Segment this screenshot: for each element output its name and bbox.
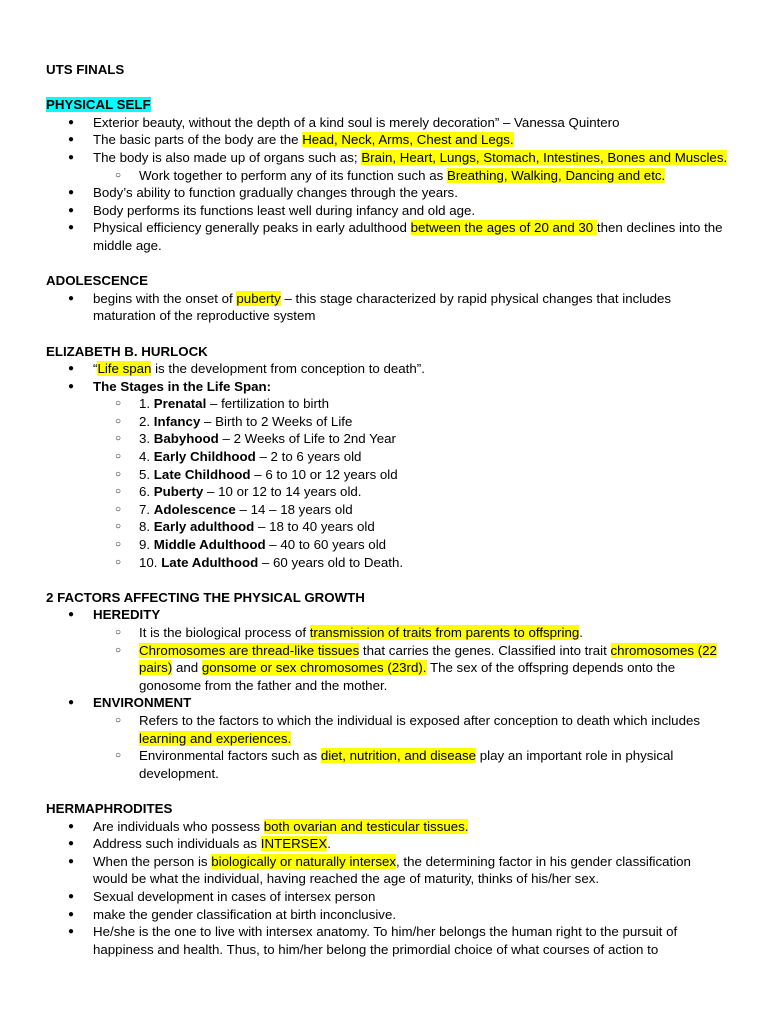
- list-item: ● The body is also made up of organs such as; Brain, Heart, Lungs, Stomach, Intestines, Bones and Muscles. ○ Work together to perform any of its function such as Breathing, Walking, Dancing and etc.: [46, 149, 728, 184]
- heading-adolescence: ADOLESCENCE: [46, 273, 148, 289]
- sub-list-item: ○ Chromosomes are thread-like tissues that carries the genes. Classified into trait chromosomes (22 pairs) and gonsome or sex chromosomes (23rd). The sex of the offspring depends onto the gonosome from the father and the mother.: [46, 642, 728, 695]
- hurlock-list: [46, 360, 728, 571]
- document-title: UTS FINALS: [46, 62, 125, 77]
- hermaphrodites-list: [46, 818, 728, 959]
- list-item: ● begins with the onset of puberty – this stage characterized by rapid physical changes that includes maturation of the reproductive system: [46, 290, 728, 325]
- list-item: ● ENVIRONMENT ○ Refers to the factors to which the individual is exposed after conception to death which includes learning and experiences. ○ Environmental factors such as diet, nutrition, and disease play an important role in physical development.: [46, 694, 728, 782]
- sub-list-item: ○ Refers to the factors to which the individual is exposed after conception to death which includes learning and experiences.: [46, 712, 728, 747]
- sub-list-item: ○ Environmental factors such as diet, nutrition, and disease play an important role in physical development.: [46, 747, 728, 782]
- sub-list-item: ○ Work together to perform any of its function such as Breathing, Walking, Dancing and etc.: [46, 167, 728, 185]
- factors-list: [46, 606, 728, 782]
- list-item: ● Physical efficiency generally peaks in early adulthood between the ages of 20 and 30 then declines into the middle age.: [46, 219, 728, 254]
- stage-item: ○ 5. Late Childhood – 6 to 10 or 12 years old: [46, 466, 728, 484]
- list-item: ● Sexual development in cases of intersex person: [46, 888, 728, 906]
- stage-item: ○ 6. Puberty – 10 or 12 to 14 years old.: [46, 483, 728, 501]
- stage-item: ○ 7. Adolescence – 14 – 18 years old: [46, 501, 728, 519]
- list-item: ● Body performs its functions least well during infancy and old age.: [46, 202, 728, 220]
- sub-list-item: ○ It is the biological process of transmission of traits from parents to offspring.: [46, 624, 728, 642]
- list-item: ● When the person is biologically or naturally intersex, the determining factor in his gender classification would be what the individual, having reached the age of maturity, thinks of his/her sex.: [46, 853, 728, 888]
- list-item: ● make the gender classification at birth inconclusive.: [46, 906, 728, 924]
- heading-hurlock: ELIZABETH B. HURLOCK: [46, 343, 208, 359]
- stage-item: ○ 3. Babyhood – 2 Weeks of Life to 2nd Year: [46, 430, 728, 448]
- list-item: ● The Stages in the Life Span: ○ 1. Prenatal – fertilization to birth ○ 2. Infancy – Birth to 2 Weeks of Life ○ 3. Babyhood – 2 Weeks of Life to 2nd Year ○ 4. Early Childhood – 2 to 6 years old ○ 5. Late Childhood – 6 to 10 or 12 years old ○ 6. Puberty – 10 or 12 to 14 years old. ○ 7. Adolescence – 14 – 18 years old ○ 8. Early adulthood – 18 to 40 years old ○ 9. Middle Adulthood – 40 to 60 years old ○ 10. Late Adulthood – 60 years old to Death.: [46, 378, 728, 572]
- list-item: ● He/she is the one to live with intersex anatomy. To him/her belongs the human right to the pursuit of happiness and health. Thus, to him/her belong the primordial choice of what courses of action to: [46, 923, 728, 958]
- list-item: ● HEREDITY ○ It is the biological process of transmission of traits from parents to offspring. ○ Chromosomes are thread-like tissues that carries the genes. Classified into trait chromosomes (22 pairs) and gonsome or sex chromosomes (23rd). The sex of the offspring depends onto the gonosome from the father and the mother.: [46, 606, 728, 694]
- life-span-stages: [93, 395, 728, 571]
- list-item: ● Address such individuals as INTERSEX.: [46, 835, 728, 853]
- heading-factors: 2 FACTORS AFFECTING THE PHYSICAL GROWTH: [46, 589, 365, 605]
- heading-hermaphrodites: HERMAPHRODITES: [46, 800, 173, 816]
- physical-self-list: [46, 114, 728, 255]
- adolescence-list: [46, 290, 728, 325]
- list-item: ● “Life span is the development from conception to death”.: [46, 360, 728, 378]
- stage-item: ○ 2. Infancy – Birth to 2 Weeks of Life: [46, 413, 728, 431]
- list-item: ● Are individuals who possess both ovarian and testicular tissues.: [46, 818, 728, 836]
- stage-item: ○ 9. Middle Adulthood – 40 to 60 years old: [46, 536, 728, 554]
- list-item: ● Body’s ability to function gradually changes through the years.: [46, 184, 728, 202]
- list-item: ● The basic parts of the body are the Head, Neck, Arms, Chest and Legs.: [46, 131, 728, 149]
- list-item: ● Exterior beauty, without the depth of a kind soul is merely decoration” – Vanessa Quintero: [46, 114, 728, 132]
- stage-item: ○ 1. Prenatal – fertilization to birth: [46, 395, 728, 413]
- heading-physical-self: PHYSICAL SELF: [46, 97, 151, 113]
- stage-item: ○ 10. Late Adulthood – 60 years old to Death.: [46, 554, 728, 572]
- stage-item: ○ 4. Early Childhood – 2 to 6 years old: [46, 448, 728, 466]
- stage-item: ○ 8. Early adulthood – 18 to 40 years old: [46, 518, 728, 536]
